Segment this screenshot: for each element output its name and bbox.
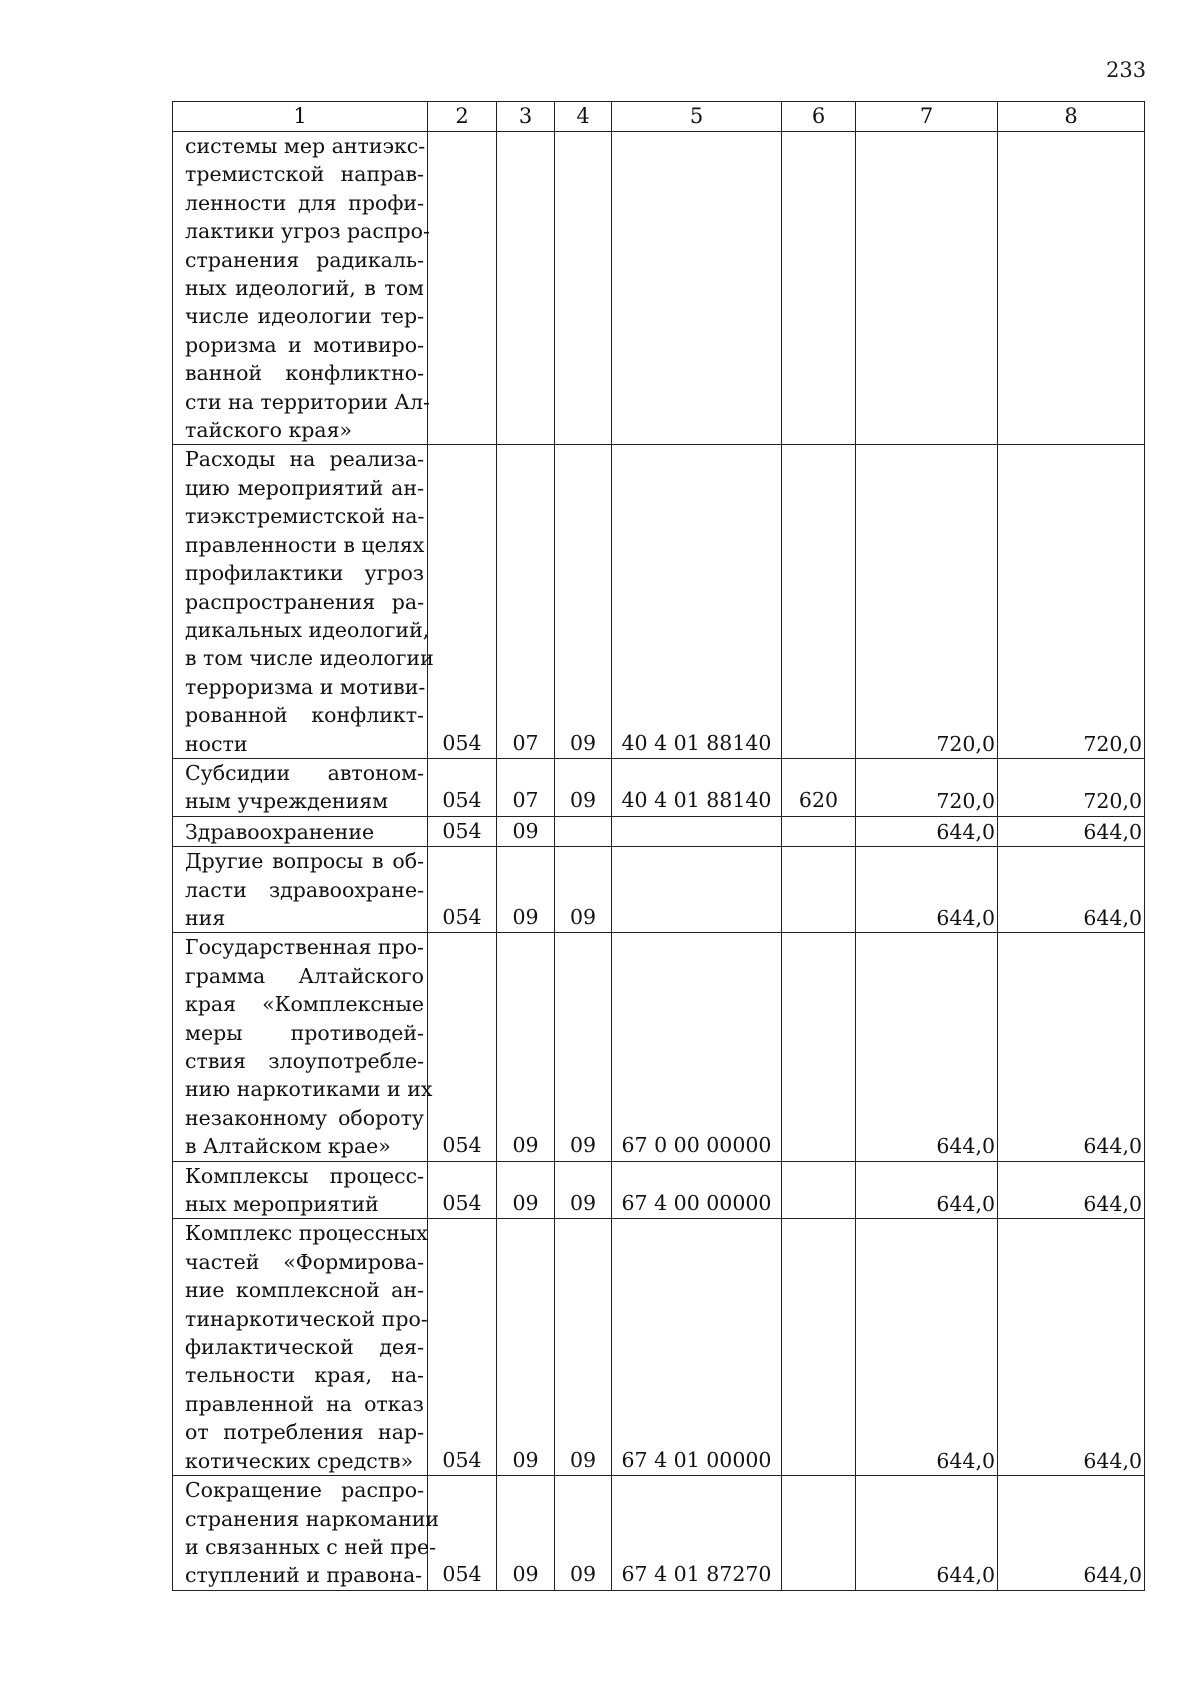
item-name-line: ласти здравоохране- [185,877,424,902]
header-col-6: 6 [782,102,856,132]
cell-subsection: 09 [555,758,612,816]
table-body [173,132,1145,1591]
table-row [173,758,1145,816]
cell-target-article [612,816,782,846]
item-name-line: в Алтайском крае» [185,1134,391,1159]
cell-section: 07 [497,758,555,816]
cell-amount-year2: 720,0 [998,758,1145,816]
item-name-line: от потребления нар- [185,1420,424,1445]
item-name-line: тельности края, на- [185,1363,424,1388]
cell-section: 09 [497,1161,555,1219]
cell-grbs: 054 [428,758,497,816]
header-col-7: 7 [856,102,998,132]
cell-amount-year2: 644,0 [998,816,1145,846]
item-name-line: филактической дея- [185,1335,424,1360]
item-name-line: Субсидии автоном- [185,760,424,785]
item-name-line: сти на территории Ал- [185,389,430,414]
item-name-line: странения наркомании [185,1506,440,1531]
table-row [173,1161,1145,1219]
item-name-line: системы мер антиэкс- [185,134,426,158]
cell-amount-year2: 644,0 [998,933,1145,1161]
item-name-line: правленной на отказ [185,1391,424,1416]
page-number: 233 [1106,58,1147,82]
cell-amount-year2: 644,0 [998,1219,1145,1476]
table-row [173,847,1145,933]
table-row [173,1476,1145,1591]
item-name-line: ступлений и правона- [185,1563,423,1588]
cell-amount-year1: 644,0 [856,816,998,846]
cell-grbs: 054 [428,816,497,846]
cell-target-article [612,132,782,445]
cell-expense-type [782,1476,856,1591]
cell-amount-year1: 720,0 [856,445,998,758]
cell-expense-type [782,445,856,758]
cell-amount-year1: 644,0 [856,1161,998,1219]
item-name-line: Здравоохранение [185,819,375,844]
cell-grbs: 054 [428,933,497,1161]
cell-grbs: 054 [428,847,497,933]
cell-grbs: 054 [428,1476,497,1591]
item-name-line: терроризма и мотиви- [185,674,426,699]
header-row [173,102,1145,132]
table-row [173,816,1145,846]
item-name-line: странения радикаль- [185,247,424,272]
item-name-line: незаконному обороту [185,1105,424,1130]
cell-target-article: 40 4 01 88140 [612,445,782,758]
item-name-line: ния [185,905,226,930]
cell-expense-type [782,1161,856,1219]
cell-amount-year1: 644,0 [856,847,998,933]
cell-amount-year2: 720,0 [998,445,1145,758]
cell-expense-type: 620 [782,758,856,816]
cell-section: 09 [497,1219,555,1476]
header-col-1: 1 [173,102,428,132]
item-name-line: тиэкстремистской на- [185,504,425,529]
item-name-line: частей «Формирова- [185,1249,424,1274]
item-name-line: меры противодей- [185,1020,424,1045]
item-name-line: ствия злоупотребле- [185,1049,424,1073]
header-col-8: 8 [998,102,1145,132]
item-name-line: Другие вопросы в об- [185,849,424,874]
cell-item-name [173,445,434,758]
cell-grbs [428,132,497,445]
header-col-4: 4 [555,102,612,132]
header-col-3: 3 [497,102,555,132]
cell-target-article [612,847,782,933]
item-name-line: ние комплексной ан- [185,1278,424,1303]
cell-subsection: 09 [555,1219,612,1476]
cell-section: 09 [497,1476,555,1591]
cell-subsection [555,816,612,846]
item-name-line: Комплексы процесс- [185,1163,424,1188]
item-name-line: ным учреждениям [185,789,389,814]
item-name-line: котических средств» [185,1448,414,1473]
cell-section [497,132,555,445]
item-name-line: Комплекс процессных [185,1221,428,1246]
cell-grbs: 054 [428,1161,497,1219]
table-row [173,445,1145,758]
cell-section: 09 [497,816,555,846]
cell-amount-year2 [998,132,1145,445]
cell-subsection [555,132,612,445]
cell-target-article: 67 4 01 87270 [612,1476,782,1591]
item-name-line: и связанных с ней пре- [185,1534,437,1559]
item-name-line: ленности для профи- [185,190,424,215]
cell-grbs: 054 [428,445,497,758]
item-name-line: тайского края» [185,418,353,443]
table-row [173,132,1145,445]
cell-amount-year1: 644,0 [856,1476,998,1591]
item-name-line: числе идеологии тер- [185,304,424,329]
item-name-line: лактики угроз распро- [185,219,430,244]
item-name-line: распространения ра- [185,589,424,614]
header-col-5: 5 [612,102,782,132]
header-col-2: 2 [428,102,497,132]
cell-item-name [173,933,433,1161]
item-name-line: ванной конфликтно- [185,361,424,386]
cell-amount-year2: 644,0 [998,1161,1145,1219]
cell-expense-type [782,132,856,445]
item-name-line: ных мероприятий [185,1192,379,1217]
cell-expense-type [782,1219,856,1476]
cell-target-article: 40 4 01 88140 [612,758,782,816]
cell-target-article: 67 4 01 00000 [612,1219,782,1476]
cell-expense-type [782,847,856,933]
cell-item-name [173,758,428,816]
item-name-line: правленности в целях [185,532,425,557]
cell-item-name [173,1161,428,1219]
cell-target-article: 67 0 00 00000 [612,933,782,1161]
cell-subsection: 09 [555,1476,612,1591]
cell-amount-year1: 720,0 [856,758,998,816]
item-name-line: тремистской направ- [185,162,424,187]
item-name-line: грамма Алтайского [185,963,424,988]
item-name-line: в том числе идеологии [185,646,434,671]
item-name-line: дикальных идеологий, [185,617,430,642]
cell-amount-year2: 644,0 [998,847,1145,933]
cell-section: 09 [497,847,555,933]
cell-expense-type [782,933,856,1161]
item-name-line: профилактики угроз [185,561,424,586]
cell-item-name [173,816,428,846]
item-name-line: Государственная про- [185,935,424,960]
item-name-line: нию наркотиками и их [185,1077,433,1102]
cell-amount-year1 [856,132,998,445]
cell-subsection: 09 [555,847,612,933]
cell-subsection: 09 [555,933,612,1161]
table-row [173,1219,1145,1476]
cell-item-name [173,132,428,445]
item-name-line: цию мероприятий ан- [185,475,424,500]
cell-subsection: 09 [555,1161,612,1219]
item-name-line: роризма и мотивиро- [185,332,424,357]
cell-amount-year1: 644,0 [856,1219,998,1476]
budget-table [172,101,1145,1591]
item-name-line: края «Комплексные [185,992,424,1017]
item-name-line: тинаркотической про- [185,1306,428,1331]
item-name-line: ных идеологий, в том [185,276,424,301]
cell-item-name [173,1476,440,1591]
cell-expense-type [782,816,856,846]
cell-section: 07 [497,445,555,758]
cell-item-name [173,847,428,933]
cell-grbs: 054 [428,1219,497,1476]
cell-target-article: 67 4 00 00000 [612,1161,782,1219]
item-name-line: ности [185,731,248,756]
item-name-line: Сокращение распро- [185,1478,424,1503]
table-row [173,933,1145,1161]
cell-section: 09 [497,933,555,1161]
cell-amount-year1: 644,0 [856,933,998,1161]
item-name-line: рованной конфликт- [185,703,424,728]
cell-subsection: 09 [555,445,612,758]
item-name-line: Расходы на реализа- [185,447,424,472]
cell-item-name [173,1219,428,1476]
cell-amount-year2: 644,0 [998,1476,1145,1591]
